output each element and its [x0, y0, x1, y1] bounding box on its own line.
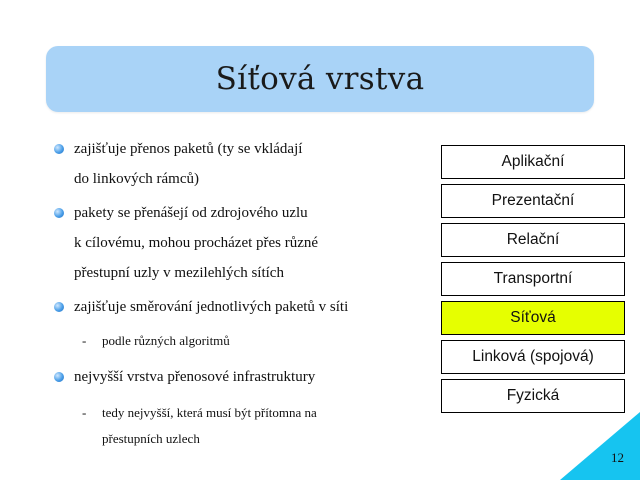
- bullet-line: zajišťuje směrování jednotlivých paketů v síti: [74, 299, 349, 315]
- bullet-icon: [54, 302, 64, 312]
- bullet-icon: [54, 372, 64, 382]
- bullet-item: [52, 292, 422, 322]
- slide-title: Síťová vrstva: [215, 61, 425, 97]
- page-number: 12: [611, 450, 624, 465]
- layer-label: Relační: [506, 231, 560, 248]
- osi-layer-transport: [441, 262, 625, 296]
- bullet-line: zajišťuje přenos paketů (ty se vkládají: [74, 141, 303, 157]
- bullet-icon: [54, 144, 64, 154]
- bullet-line: do linkových rámců): [74, 171, 199, 187]
- osi-layer-datalink: [441, 340, 625, 374]
- osi-layer-application: [441, 145, 625, 179]
- sub-bullet-item: [52, 400, 422, 452]
- bullet-icon: [54, 208, 64, 218]
- bullet-line: k cílovému, mohou procházet přes různé: [74, 235, 319, 251]
- layer-label: Transportní: [493, 270, 573, 287]
- bullet-item: [52, 134, 422, 194]
- bullet-item: [52, 198, 422, 288]
- sub-bullet-line: tedy nejvyšší, která musí být přítomna na: [102, 405, 317, 420]
- layer-label: Fyzická: [506, 387, 560, 404]
- layer-label: Síťová: [510, 309, 556, 326]
- bullet-line: pakety se přenášejí od zdrojového uzlu: [74, 205, 308, 221]
- dash-icon: -: [82, 405, 87, 420]
- osi-layer-session: [441, 223, 625, 257]
- layer-label: Prezentační: [491, 192, 575, 209]
- sub-bullet-item: [52, 328, 422, 354]
- sub-bullet-line: podle různých algoritmů: [102, 333, 230, 348]
- osi-layer-presentation: [441, 184, 625, 218]
- osi-layer-physical: [441, 379, 625, 413]
- dash-icon: -: [82, 333, 87, 348]
- layer-label: Aplikační: [501, 153, 565, 170]
- bullet-line: přestupní uzly v mezilehlých sítích: [74, 265, 284, 281]
- bullet-line: nejvyšší vrstva přenosové infrastruktury: [74, 369, 316, 385]
- osi-layer-network: [441, 301, 625, 335]
- bullet-list: [52, 134, 422, 452]
- bullet-item: [52, 362, 422, 392]
- layer-label: Linková (spojová): [472, 348, 594, 365]
- title-banner: [46, 46, 594, 112]
- sub-bullet-line: přestupních uzlech: [102, 431, 200, 446]
- corner-decoration: [560, 412, 640, 480]
